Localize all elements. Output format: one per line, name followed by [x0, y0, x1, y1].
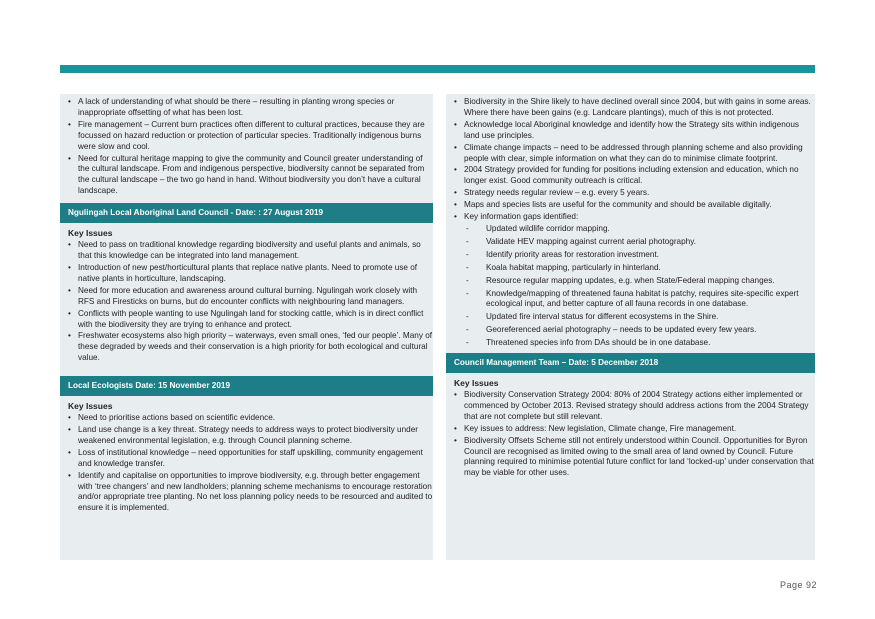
list-item: - Koala habitat mapping, particularly in hinterland.	[446, 263, 815, 274]
list-item: • Biodiversity Offsets Scheme still not entirely understood within Council. Opportunities for Byron Council are recognised as limited owing to the small area of land owned by Council. Future planning required to minimise potential future conflict for land ‘locked-up’ under conservation that may be viable for other uses.	[446, 436, 815, 480]
list-item: • Climate change impacts – need to be addressed through planning scheme and also providing people with clear, simple information on what they can do to minimise climate footprint.	[446, 143, 815, 165]
information-gaps-list	[446, 224, 815, 349]
section-header-local-ecologists: Local Ecologists Date: 15 November 2019	[60, 376, 433, 396]
key-issues-label: Key Issues	[454, 378, 499, 389]
list-item: • Fire management – Current burn practices often different to cultural practices, because they are focussed on hazard reduction or protection of particular species. Traditionally indigenous burns were slow and cool.	[60, 120, 433, 153]
list-item: - Validate HEV mapping against current aerial photography.	[446, 237, 815, 248]
list-item: - Resource regular mapping updates, e.g. when State/Federal mapping changes.	[446, 276, 815, 287]
list-item: • Key information gaps identified:	[446, 212, 815, 223]
list-item: • Acknowledge local Aboriginal knowledge and identify how the Strategy sits within indigenous land use principles.	[446, 120, 815, 142]
section-header-council-management: Council Management Team – Date: 5 December 2018	[446, 353, 815, 373]
list-item: • Maps and species lists are useful for the community and should be available digitally.	[446, 200, 815, 211]
list-item: • Freshwater ecosystems also high priority – waterways, even small ones, ‘fed our people’. Many of these degraded by weeds and their conservation is a high priority for both ecological and cultural value.	[60, 331, 433, 364]
page-number: Page 92	[779, 580, 817, 590]
council-issues-list	[446, 390, 815, 479]
list-item: • Land use change is a key threat. Strategy needs to address ways to protect biodiversity under weakened environmental legislation, e.g. through Council planning scheme.	[60, 425, 433, 447]
left-column	[60, 94, 433, 560]
list-item: - Identify priority areas for restoration investment.	[446, 250, 815, 261]
section-header-ngulingah: Ngulingah Local Aboriginal Land Council - Date: : 27 August 2019	[60, 203, 433, 223]
list-item: - Knowledge/mapping of threatened fauna habitat is patchy, requires site-specific expert ecological input, and better capture of all fauna records in one database.	[446, 289, 815, 311]
list-item: - Updated wildlife corridor mapping.	[446, 224, 815, 235]
list-item: • 2004 Strategy provided for funding for positions including extension and education, which no longer exist. Good community outreach is critical.	[446, 165, 815, 187]
list-item: • A lack of understanding of what should be there – resulting in planting wrong species or inappropriate offsetting of what has been lost.	[60, 97, 433, 119]
list-item: • Need to pass on traditional knowledge regarding biodiversity and useful plants and animals, so that this knowledge can be integrated into land management.	[60, 240, 433, 262]
list-item: • Loss of institutional knowledge – need opportunities for staff upskilling, community engagement and knowledge transfer.	[60, 448, 433, 470]
list-item: • Conflicts with people wanting to use Ngulingah land for stocking cattle, which is in direct conflict with the biodiversity they are trying to enhance and protect.	[60, 309, 433, 331]
key-issues-label: Key Issues	[68, 228, 113, 239]
list-item: • Strategy needs regular review – e.g. every 5 years.	[446, 188, 815, 199]
list-item: • Biodiversity in the Shire likely to have declined overall since 2004, but with gains in some areas. Where there have been gains (e.g. Landcare plantings), much of this is not protected.	[446, 97, 815, 119]
list-item: • Biodiversity Conservation Strategy 2004: 80% of 2004 Strategy actions either implemented or commenced by October 2013. Revised strategy should address actions from the 2004 Strategy that are not complete but still relevant.	[446, 390, 815, 423]
list-item: - Threatened species info from DAs should be in one database.	[446, 338, 815, 349]
list-item: • Need for cultural heritage mapping to give the community and Council greater understanding of the cultural landscape. From and indigenous perspective, biodiversity cannot be separated from the cultural landscape – the two go hand in hand. Without biodiversity you don’t have a cultural landscape.	[60, 154, 433, 198]
ngulingah-issues-list	[60, 240, 433, 364]
ecologists-issues-list	[60, 413, 433, 514]
list-item: - Updated fire interval status for different ecosystems in the Shire.	[446, 312, 815, 323]
list-item: • Need to prioritise actions based on scientific evidence.	[60, 413, 433, 424]
list-item: • Identify and capitalise on opportunities to improve biodiversity, e.g. through better engagement with ‘tree changers’ and new landholders; planning scheme mechanisms to encourage restoration and/or appropriate tree planting. No net loss planning policy needs to be resourced and audited to ensure it is implemented.	[60, 471, 433, 515]
list-item: • Introduction of new pest/horticultural plants that replace native plants. Need to promote use of native plants in horticulture, landscaping.	[60, 263, 433, 285]
list-item: - Georeferenced aerial photography – needs to be updated every few years.	[446, 325, 815, 336]
list-item: • Key issues to address: New legislation, Climate change, Fire management.	[446, 424, 815, 435]
right-intro-list	[446, 97, 815, 223]
list-item: • Need for more education and awareness around cultural burning. Ngulingah work closely with RFS and Firesticks on burns, but do encounter conflicts with neighbouring land managers.	[60, 286, 433, 308]
key-issues-label: Key Issues	[68, 401, 113, 412]
top-accent-bar	[60, 65, 815, 73]
right-column	[446, 94, 815, 560]
left-intro-list	[60, 97, 433, 197]
